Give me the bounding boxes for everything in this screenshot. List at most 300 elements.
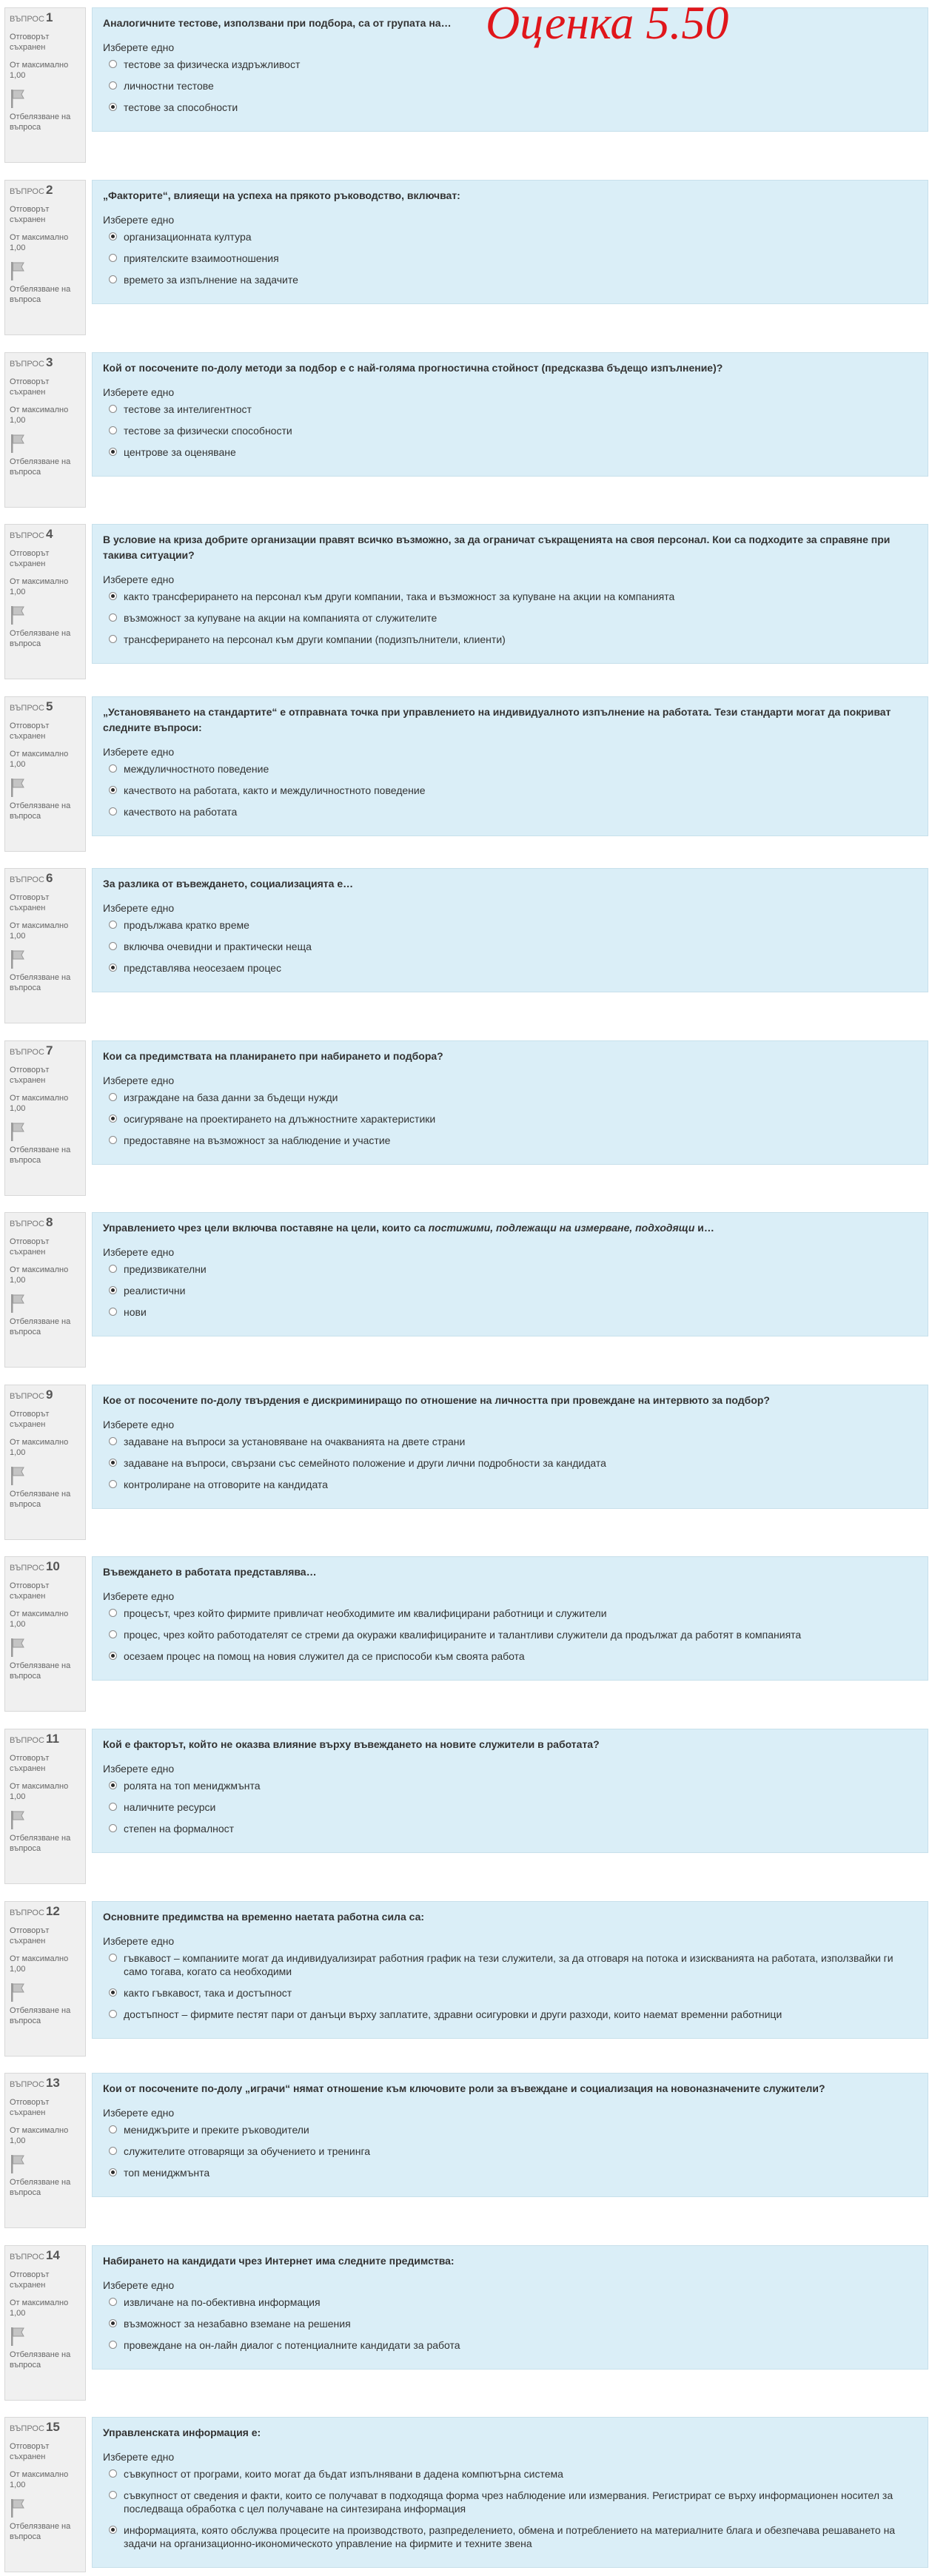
question-info	[4, 352, 86, 508]
answer-prompt: Изберете едно	[103, 1419, 175, 1430]
answer-option[interactable]	[103, 79, 917, 93]
question-label: ВЪПРОС	[10, 1736, 44, 1745]
question-max-grade: От максимално 1,00	[10, 61, 69, 80]
question-label: ВЪПРОС	[10, 1564, 44, 1573]
question-number	[10, 185, 81, 197]
radio-button[interactable]	[109, 254, 117, 262]
question-label: ВЪПРОС	[10, 531, 44, 540]
answer-label[interactable]: топ мениджмънта	[124, 2167, 210, 2179]
question-info	[4, 868, 86, 1023]
answer-option[interactable]	[103, 633, 917, 646]
answer-prompt: Изберете едно	[103, 2279, 175, 2291]
flag-question-link[interactable]: Отбелязване на въпроса	[10, 1661, 71, 1681]
question-max-grade: От максимално 1,00	[10, 406, 69, 425]
question-max-grade: От максимално 1,00	[10, 577, 69, 596]
question-max-grade: От максимално 1,00	[10, 750, 69, 769]
answer-label[interactable]: както гъвкавост, така и достъпност	[124, 1987, 292, 1999]
radio-button[interactable]	[109, 1480, 117, 1488]
radio-button[interactable]	[109, 613, 117, 622]
answer-label[interactable]: качеството на работата	[124, 806, 238, 818]
flag-question-link[interactable]: Отбелязване на въпроса	[10, 1834, 71, 1853]
question-max-grade: От максимално 1,00	[10, 921, 69, 941]
radio-button[interactable]	[109, 942, 117, 950]
radio-button[interactable]	[109, 2010, 117, 2018]
question-label: ВЪПРОС	[10, 1220, 44, 1228]
question-content	[92, 180, 928, 304]
radio-button[interactable]	[109, 1803, 117, 1811]
question-num: 10	[45, 1559, 60, 1573]
question-content	[92, 352, 928, 477]
answer-option[interactable]	[103, 424, 917, 437]
radio-button[interactable]	[109, 275, 117, 283]
question-number	[10, 2078, 81, 2090]
answer-label[interactable]: информацията, която обслужва процесите на производството, разпределението, обмена и потреблението на материалните блага и обезпечава решаването на задачи на организационно-икономическото управление на фирмите и техните звена	[124, 2524, 896, 2549]
answer-prompt: Изберете едно	[103, 2107, 175, 2119]
radio-button[interactable]	[109, 1781, 117, 1789]
radio-button[interactable]	[109, 1824, 117, 1832]
question-info	[4, 2417, 86, 2572]
question-text: Кои са предимствата на планирането при набирането и подбора?	[103, 1050, 443, 1062]
radio-button[interactable]	[109, 2147, 117, 2155]
question-number	[10, 699, 81, 713]
answer-option[interactable]	[103, 1478, 917, 1491]
answer-option[interactable]	[103, 1822, 917, 1835]
answer-option[interactable]	[103, 2123, 917, 2136]
question-max-grade: От максимално 1,00	[10, 1782, 69, 1801]
question-content	[92, 2073, 928, 2197]
answer-option[interactable]	[103, 1134, 917, 1147]
answer-prompt: Изберете едно	[103, 2451, 175, 2463]
question-num: 3	[45, 355, 53, 369]
question-num: 7	[45, 1043, 53, 1057]
question-max-grade: От максимално 1,00	[10, 1954, 69, 1974]
question-num: 2	[45, 183, 53, 197]
question-label: ВЪПРОС	[10, 187, 44, 196]
radio-button[interactable]	[109, 964, 117, 972]
question-info	[4, 1212, 86, 1368]
answer-option[interactable]	[103, 1986, 917, 2000]
radio-button[interactable]	[109, 592, 117, 600]
question-info	[4, 180, 86, 335]
question-number	[10, 873, 81, 885]
answer-label[interactable]: гъвкавост – компаниите могат да индивидуализират работния график на тези служители, за да отговаря на потока и изискванията на работата, използвайки ги само тогава, когато са необходими	[124, 1952, 894, 1977]
answer-option[interactable]	[103, 1628, 917, 1641]
answer-option[interactable]	[103, 611, 917, 625]
radio-button[interactable]	[109, 405, 117, 413]
radio-button[interactable]	[109, 232, 117, 241]
answer-label[interactable]: съвкупност от програми, които могат да бъдат изпълнявани в дадена компютърна система	[124, 2468, 563, 2480]
answer-option[interactable]	[103, 58, 917, 71]
answer-prompt: Изберете едно	[103, 1246, 175, 1258]
radio-button[interactable]	[109, 1093, 117, 1101]
question-text: Управленската информация е:	[103, 2427, 261, 2438]
radio-button[interactable]	[109, 1609, 117, 1617]
radio-button[interactable]	[109, 2319, 117, 2327]
question-text: Аналогичните тестове, използвани при подбора, са от групата на…	[103, 17, 452, 29]
radio-button[interactable]	[109, 2526, 117, 2534]
answer-label[interactable]: процес, чрез който работодателят се стреми да окуражи квалифицираните и талантливи служители да продължат да работят в компанията	[124, 1629, 802, 1641]
question-text-emphasis: постижими, подлежащи на измерване, подходящи	[428, 1222, 695, 1234]
answer-option[interactable]	[103, 273, 917, 286]
answer-label[interactable]: междуличностното поведение	[124, 763, 269, 775]
question-label: ВЪПРОС	[10, 2424, 44, 2433]
question-text: Кой е факторът, който не оказва влияние върху въвеждането на новите служители в работата?	[103, 1738, 600, 1750]
answer-option[interactable]	[103, 2166, 917, 2179]
radio-button[interactable]	[109, 448, 117, 456]
flag-icon[interactable]	[10, 2326, 26, 2347]
answer-option[interactable]	[103, 252, 917, 265]
flag-question-link[interactable]: Отбелязване на въпроса	[10, 457, 71, 477]
answer-label[interactable]: провеждане на он-лайн диалог с потенциалните кандидати за работа	[124, 2339, 460, 2351]
answer-label[interactable]: изграждане на база данни за бъдещи нужди	[124, 1092, 338, 1103]
question-num: 12	[45, 1904, 60, 1918]
question-label: ВЪПРОС	[10, 360, 44, 369]
answer-label[interactable]: контролиране на отговорите на кандидата	[124, 1479, 328, 1490]
answer-option[interactable]	[103, 1284, 917, 1297]
flag-question-link[interactable]: Отбелязване на въпроса	[10, 2350, 71, 2370]
question-text: Основните предимства на временно наетата работна сила са:	[103, 1911, 425, 1923]
question-max-grade: От максимално 1,00	[10, 1610, 69, 1629]
answer-label[interactable]: извличане на по-обективна информация	[124, 2296, 321, 2308]
answer-label[interactable]: предоставяне на възможност за наблюдение и участие	[124, 1134, 391, 1146]
question-content	[92, 868, 928, 992]
question-num: 15	[45, 2420, 60, 2434]
question-num: 6	[45, 871, 53, 885]
question-info	[4, 1729, 86, 1884]
answer-option[interactable]	[103, 1456, 917, 1470]
question-text: За разлика от въвеждането, социализацията е…	[103, 878, 354, 890]
question-label: ВЪПРОС	[10, 2080, 44, 2089]
radio-button[interactable]	[109, 81, 117, 90]
question-info	[4, 1040, 86, 1196]
flag-icon[interactable]	[10, 88, 26, 109]
radio-button[interactable]	[109, 103, 117, 111]
grade-heading: Оценка 5.50	[486, 0, 729, 49]
answer-label[interactable]: степен на формалност	[124, 1823, 235, 1835]
question-num: 4	[45, 527, 53, 541]
answer-label[interactable]: нови	[124, 1306, 147, 1318]
question-number	[10, 10, 81, 24]
question-label: ВЪПРОС	[10, 15, 44, 24]
answer-prompt: Изберете едно	[103, 746, 175, 758]
question-info	[4, 524, 86, 679]
question-text: Кое от посочените по-долу твърдения е дискриминиращо по отношение на личността при провеждане на интервюто за подбор?	[103, 1394, 770, 1406]
answer-label[interactable]: реалистични	[124, 1285, 186, 1297]
flag-icon[interactable]	[10, 777, 26, 798]
radio-button[interactable]	[109, 2491, 117, 2499]
question-content	[92, 1040, 928, 1165]
answer-label[interactable]: задаване на въпроси, свързани със семейното положение и други лични подробности за кандидата	[124, 1457, 606, 1469]
question-content	[92, 1385, 928, 1509]
question-state: Отговорът съхранен	[10, 1581, 50, 1601]
answer-prompt: Изберете едно	[103, 1935, 175, 1947]
question-info	[4, 1556, 86, 1712]
question-content	[92, 2417, 928, 2568]
flag-question-link[interactable]: Отбелязване на въпроса	[10, 1146, 71, 1165]
question-num: 9	[45, 1388, 53, 1402]
answer-label[interactable]: тестове за интелигентност	[124, 403, 252, 415]
answer-prompt: Изберете едно	[103, 41, 175, 53]
flag-question-link[interactable]: Отбелязване на въпроса	[10, 112, 71, 132]
question-max-grade: От максимално 1,00	[10, 1438, 69, 1457]
question-number	[10, 1390, 81, 1402]
answer-label[interactable]: личностни тестове	[124, 80, 214, 92]
flag-icon[interactable]	[10, 260, 26, 281]
answer-option[interactable]	[103, 2296, 917, 2309]
answer-prompt: Изберете едно	[103, 386, 175, 398]
radio-button[interactable]	[109, 807, 117, 815]
question-max-grade: От максимално 1,00	[10, 233, 69, 252]
answer-label[interactable]: времето за изпълнение на задачите	[124, 274, 298, 286]
question-state: Отговорът съхранен	[10, 2270, 50, 2290]
question-max-grade: От максимално 1,00	[10, 2126, 69, 2145]
answer-prompt: Изберете едно	[103, 1075, 175, 1086]
answer-option[interactable]	[103, 940, 917, 953]
flag-icon[interactable]	[10, 1982, 26, 2002]
flag-icon[interactable]	[10, 605, 26, 625]
answer-option[interactable]	[103, 918, 917, 932]
question-number	[10, 529, 81, 541]
question-text: Набирането на кандидати чрез Интернет има следните предимства:	[103, 2255, 455, 2267]
answer-option[interactable]	[103, 1951, 917, 1978]
flag-icon[interactable]	[10, 1293, 26, 1314]
answer-label[interactable]: тестове за физически способности	[124, 425, 292, 437]
question-number	[10, 2422, 81, 2434]
answer-label[interactable]: възможност за незабавно вземане на решения	[124, 2318, 351, 2330]
answer-label[interactable]: организационната култура	[124, 231, 252, 243]
flag-icon[interactable]	[10, 1809, 26, 1830]
answer-label[interactable]: представлява неосезаем процес	[124, 962, 281, 974]
flag-icon[interactable]	[10, 2498, 26, 2518]
question-label: ВЪПРОС	[10, 1392, 44, 1401]
radio-button[interactable]	[109, 60, 117, 68]
radio-button[interactable]	[109, 2298, 117, 2306]
question-text: Въвеждането в работата представлява…	[103, 1566, 317, 1578]
question-max-grade: От максимално 1,00	[10, 1265, 69, 1285]
answer-label[interactable]: трансферирането на персонал към други компании (подизпълнители, клиенти)	[124, 633, 506, 645]
answer-label[interactable]: наличните ресурси	[124, 1801, 216, 1813]
question-text-part: Управлението чрез цели включва поставяне на цели, които са	[103, 1222, 429, 1234]
question-content	[92, 1901, 928, 2039]
answer-label[interactable]: достъпност – фирмите пестят пари от данъци върху заплатите, здравни осигуровки и други разходи, които наемат временни работници	[124, 2008, 782, 2020]
flag-question-link[interactable]: Отбелязване на въпроса	[10, 1317, 71, 1336]
question-label: ВЪПРОС	[10, 704, 44, 713]
answer-prompt: Изберете едно	[103, 1763, 175, 1775]
answer-label[interactable]: качеството на работата, както и междуличностното поведение	[124, 784, 426, 796]
answer-option[interactable]	[103, 590, 917, 603]
flag-question-link[interactable]: Отбелязване на въпроса	[10, 2006, 71, 2025]
question-label: ВЪПРОС	[10, 1048, 44, 1057]
radio-button[interactable]	[109, 1437, 117, 1445]
flag-question-link[interactable]: Отбелязване на въпроса	[10, 2522, 71, 2541]
radio-button[interactable]	[109, 1459, 117, 1467]
question-label: ВЪПРОС	[10, 1909, 44, 1917]
radio-button[interactable]	[109, 1114, 117, 1123]
question-state: Отговорът съхранен	[10, 2442, 50, 2461]
answer-prompt: Изберете едно	[103, 214, 175, 226]
answer-label[interactable]: служителите отговарящи за обучението и тренинга	[124, 2145, 371, 2157]
question-state: Отговорът съхранен	[10, 33, 50, 52]
question-num: 14	[45, 2248, 60, 2262]
answer-option[interactable]	[103, 961, 917, 975]
answer-option[interactable]	[103, 1649, 917, 1663]
answer-label[interactable]: както трансферирането на персонал към други компании, така и възможност за купуване на акции на компанията	[124, 591, 675, 602]
radio-button[interactable]	[109, 921, 117, 929]
answer-option[interactable]	[103, 1800, 917, 1814]
question-info	[4, 7, 86, 163]
question-text-part: и…	[694, 1222, 714, 1234]
question-text	[103, 1220, 917, 1236]
question-state: Отговорът съхранен	[10, 1754, 50, 1773]
answer-option[interactable]	[103, 2317, 917, 2330]
question-number	[10, 357, 81, 369]
answer-option[interactable]	[103, 230, 917, 243]
question-num: 1	[45, 10, 53, 24]
question-number	[10, 2250, 81, 2262]
radio-button[interactable]	[109, 1136, 117, 1144]
question-num: 11	[45, 1732, 59, 1746]
answer-label[interactable]: задаване на въпроси за установяване на очакванията на двете страни	[124, 1436, 466, 1447]
answer-option[interactable]	[103, 1779, 917, 1792]
answer-option[interactable]	[103, 1112, 917, 1126]
question-state: Отговорът съхранен	[10, 549, 50, 568]
flag-icon[interactable]	[10, 2153, 26, 2174]
question-number	[10, 1906, 81, 1918]
answer-option[interactable]	[103, 2145, 917, 2158]
answer-option[interactable]	[103, 403, 917, 416]
radio-button[interactable]	[109, 1308, 117, 1316]
answer-prompt: Изберете едно	[103, 902, 175, 914]
question-text: Кой от посочените по-долу методи за подбор е с най-голяма прогностична стойност (предсказва бъдещо изпълнение)?	[103, 362, 723, 374]
answer-option[interactable]	[103, 762, 917, 776]
answer-label[interactable]: включва очевидни и практически неща	[124, 941, 312, 952]
question-content	[92, 2245, 928, 2370]
answer-label[interactable]: центрове за оценяване	[124, 446, 236, 458]
question-text: „Установяването на стандартите“ е отправната точка при управлението на индивидуалното изпълнение на работата. Тези стандарти могат да покриват следните въпроси:	[103, 706, 891, 733]
question-max-grade: От максимално 1,00	[10, 2470, 69, 2489]
question-max-grade: От максимално 1,00	[10, 2298, 69, 2318]
flag-icon[interactable]	[10, 1637, 26, 1658]
question-content	[92, 1729, 928, 1853]
answer-option[interactable]	[103, 2008, 917, 2021]
question-state: Отговорът съхранен	[10, 377, 50, 397]
question-content	[92, 524, 928, 664]
radio-button[interactable]	[109, 2341, 117, 2349]
flag-icon[interactable]	[10, 1121, 26, 1142]
answer-label[interactable]: съвкупност от сведения и факти, които се получават в подходяща форма чрез наблюдение или измервания. Регистрират се върху информационен носител за последваща обработка с цел получаване на синтезирана информация	[124, 2489, 894, 2515]
question-info	[4, 1901, 86, 2057]
question-info	[4, 2073, 86, 2228]
question-state: Отговорът съхранен	[10, 1066, 50, 1085]
answer-label[interactable]: процесът, чрез който фирмите привличат необходимите им квалифицирани работници и служители	[124, 1607, 607, 1619]
question-num: 13	[45, 2076, 60, 2090]
radio-button[interactable]	[109, 2469, 117, 2478]
question-num: 8	[45, 1215, 53, 1229]
flag-question-link[interactable]: Отбелязване на въпроса	[10, 285, 71, 304]
radio-button[interactable]	[109, 1630, 117, 1638]
flag-question-link[interactable]: Отбелязване на въпроса	[10, 801, 71, 821]
answer-label[interactable]: продължава кратко време	[124, 919, 249, 931]
answer-label[interactable]: осезаем процес на помощ на новия служител да се приспособи към своята работа	[124, 1650, 525, 1662]
answer-option[interactable]	[103, 1435, 917, 1448]
answer-option[interactable]	[103, 2338, 917, 2352]
question-info	[4, 1385, 86, 1540]
answer-option[interactable]	[103, 445, 917, 459]
answer-label[interactable]: мениджърите и преките ръководители	[124, 2124, 309, 2136]
question-number	[10, 1043, 81, 1057]
question-info	[4, 696, 86, 852]
question-content	[92, 1212, 928, 1336]
radio-button[interactable]	[109, 1988, 117, 1997]
answer-option[interactable]	[103, 2523, 917, 2550]
question-state: Отговорът съхранен	[10, 722, 50, 741]
question-state: Отговорът съхранен	[10, 2098, 50, 2117]
question-number	[10, 1217, 81, 1229]
question-text: В условие на криза добрите организации правят всичко възможно, за да ограничат съкращенията на своя персонал. Кои са подходите за справяне при такива ситуации?	[103, 534, 891, 561]
question-text: „Факторите“, влияещи на успеха на прякото ръководство, включват:	[103, 189, 460, 201]
answer-option[interactable]	[103, 784, 917, 797]
radio-button[interactable]	[109, 1652, 117, 1660]
flag-question-link[interactable]: Отбелязване на въпроса	[10, 2178, 71, 2197]
flag-icon[interactable]	[10, 433, 26, 454]
radio-button[interactable]	[109, 1265, 117, 1273]
radio-button[interactable]	[109, 426, 117, 434]
answer-option[interactable]	[103, 1607, 917, 1620]
question-state: Отговорът съхранен	[10, 893, 50, 912]
radio-button[interactable]	[109, 635, 117, 643]
question-state: Отговорът съхранен	[10, 1237, 50, 1257]
question-content	[92, 696, 928, 836]
answer-option[interactable]	[103, 1091, 917, 1104]
answer-label[interactable]: ролята на топ мениджмънта	[124, 1780, 261, 1792]
flag-question-link[interactable]: Отбелязване на въпроса	[10, 629, 71, 648]
question-state: Отговорът съхранен	[10, 1410, 50, 1429]
question-text: Кои от посочените по-долу „играчи“ нямат отношение към ключовите роли за въвеждане и социализация на новоназначените служители?	[103, 2082, 825, 2094]
radio-button[interactable]	[109, 764, 117, 773]
answer-label[interactable]: тестове за способности	[124, 101, 238, 113]
radio-button[interactable]	[109, 1954, 117, 1962]
radio-button[interactable]	[109, 2125, 117, 2133]
answer-label[interactable]: предизвикателни	[124, 1263, 207, 1275]
answer-label[interactable]: тестове за физическа издръжливост	[124, 58, 301, 70]
answer-label[interactable]: приятелските взаимоотношения	[124, 252, 279, 264]
answer-option[interactable]	[103, 2467, 917, 2481]
answer-prompt: Изберете едно	[103, 1590, 175, 1602]
radio-button[interactable]	[109, 2168, 117, 2176]
question-info	[4, 2245, 86, 2401]
answer-option[interactable]	[103, 101, 917, 114]
flag-icon[interactable]	[10, 949, 26, 969]
answer-option[interactable]	[103, 1262, 917, 1276]
answer-option[interactable]	[103, 805, 917, 818]
question-num: 5	[45, 699, 53, 713]
question-label: ВЪПРОС	[10, 875, 44, 884]
answer-label[interactable]: осигуряване на проектирането на длъжностните характеристики	[124, 1113, 436, 1125]
flag-question-link[interactable]: Отбелязване на въпроса	[10, 1490, 71, 1509]
flag-icon[interactable]	[10, 1465, 26, 1486]
question-max-grade: От максимално 1,00	[10, 1094, 69, 1113]
flag-question-link[interactable]: Отбелязване на въпроса	[10, 973, 71, 992]
radio-button[interactable]	[109, 1286, 117, 1294]
question-number	[10, 1561, 81, 1573]
answer-option[interactable]	[103, 2489, 917, 2515]
answer-option[interactable]	[103, 1305, 917, 1319]
question-state: Отговорът съхранен	[10, 1926, 50, 1946]
answer-label[interactable]: възможност за купуване на акции на компанията от служителите	[124, 612, 437, 624]
question-label: ВЪПРОС	[10, 2253, 44, 2261]
answer-prompt: Изберете едно	[103, 574, 175, 585]
radio-button[interactable]	[109, 786, 117, 794]
